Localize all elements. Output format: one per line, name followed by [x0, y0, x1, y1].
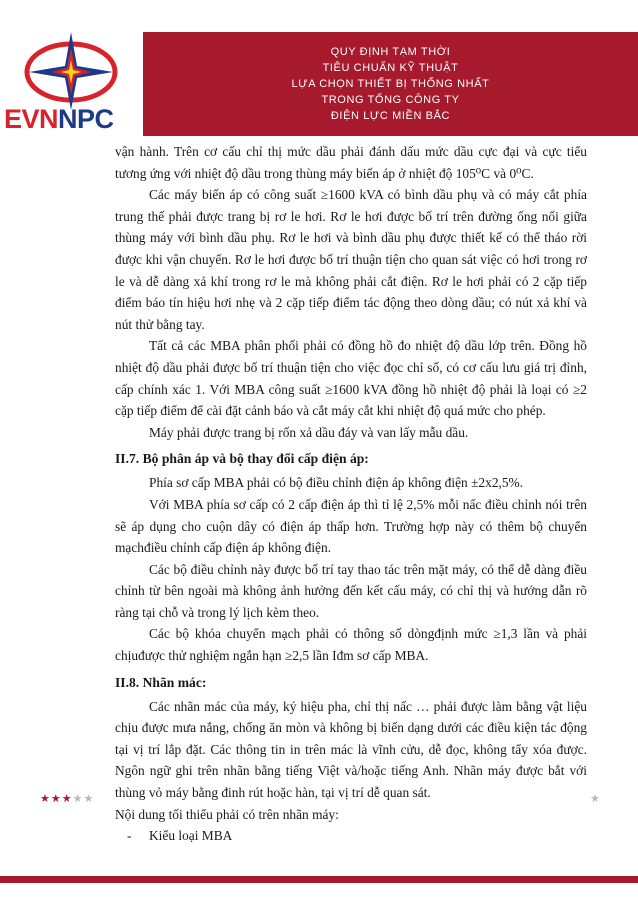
banner-line-2: TIÊU CHUẨN KỸ THUẬT	[322, 62, 459, 74]
banner-line-1: QUY ĐỊNH TẠM THỜI	[330, 46, 451, 58]
paragraph: Các nhãn mác của máy, ký hiệu pha, chỉ thị nấc … phải được làm bằng vật liệu chịu được mưa nắng, chống ăn mòn và không bị biến dạng dưới các điều kiện tác động tại vị trí lắp đặt. Các thông tin in trên mác là vĩnh cửu, dễ đọc, không tẩy xóa được. Ngôn ngữ ghi trên nhãn bằng tiếng Việt và/hoặc tiếng Anh. Nhãn máy được bắt với thùng vỏ máy bằng đinh rút hoặc hàn, tại vị trí dễ quan sát.	[115, 698, 587, 801]
banner-line-4: TRONG TỔNG CÔNG TY	[321, 94, 460, 106]
paragraph: Máy phải được trang bị rốn xả dầu đáy và van lấy mẫu dầu.	[149, 424, 469, 440]
paragraph: Phía sơ cấp MBA phải có bộ điều chỉnh điện áp không điện ±2x2,5%.	[149, 475, 524, 491]
section-heading-ii7: II.7. Bộ phân áp và bộ thay đổi cấp điện áp:	[115, 451, 369, 467]
banner-line-5: ĐIỆN LỰC MIỀN BẮC	[330, 110, 451, 122]
logo-evn-text: EVN	[4, 104, 59, 134]
paragraph: Các bộ điều chỉnh này được bố trí tay thao tác trên mặt máy, có thể dễ dàng điều chỉnh từ bên ngoài mà không ảnh hưởng đến kết cấu máy, có chỉ thị và hướng dẫn rõ ràng tại chỗ và trong lý lịch kèm theo.	[115, 561, 587, 620]
rating-stars	[40, 792, 94, 805]
paragraph: Nội dung tối thiểu phải có trên nhãn máy:	[115, 806, 339, 822]
section-heading-ii8: II.8. Nhãn mác:	[115, 674, 207, 690]
banner-line-3: LỰA CHỌN THIẾT BỊ THỐNG NHẤT	[291, 78, 490, 90]
paragraph: Với MBA phía sơ cấp có 2 cấp điện áp thì tỉ lệ 2,5% mỗi nấc điều chỉnh nói trên sẽ áp dụng cho cuộn dây có điện áp thấp hơn. Trường hợp này có thêm bộ chuyển mạchđiều chỉnh cấp điện áp không điện.	[115, 496, 587, 556]
logo-npc-text: NPC	[58, 104, 114, 134]
logo-wordmark	[0, 104, 143, 134]
header-title-banner	[143, 32, 638, 136]
paragraph: Tất cả các MBA phân phối phải có đồng hồ đo nhiệt độ dầu lớp trên. Đồng hồ nhiệt độ dầu phải được bố trí thuận tiện cho việc đọc chỉ số, có cơ cấu lưu giá trị đỉnh, cấp chính xác 1. Với MBA công suất ≥1600 kVA đồng hồ nhiệt độ phải là loại có ≥2 cặp tiếp điểm để cài đặt cảnh báo và cắt máy cắt khi nhiệt độ quá mức cho phép.	[115, 338, 587, 419]
paragraph: Các bộ khóa chuyển mạch phải có thông số dòngđịnh mức ≥1,3 lần và phải chịuđược thử nghiệm ngắn hạn ≥2,5 lần Iđm sơ cấp MBA.	[115, 626, 587, 664]
evn-star-emblem-icon	[18, 24, 124, 112]
footer-bar	[0, 876, 638, 883]
bullet-dash: -	[127, 828, 132, 844]
document-body	[115, 141, 587, 847]
star-icon: ★	[590, 792, 600, 805]
page-header	[0, 32, 638, 136]
list-item	[115, 825, 587, 847]
evnnpc-logo	[0, 32, 143, 136]
list-item-text: Kiểu loại MBA	[149, 828, 233, 844]
filled-star-icon: ★★★	[40, 792, 73, 805]
paragraph: Các máy biến áp có công suất ≥1600 kVA có bình dầu phụ và có máy cắt phía trung thế phải được trang bị rơ le hơi. Rơ le hơi được bố trí trên đường ống nối giữa thùng máy với bình dầu phụ. Rơ le hơi và bình dầu phụ được thiết kế có thể tháo rời được khi vận chuyển. Rơ le hơi được bố trí thuận tiện cho quan sát việc có hơi trong rơ le và dễ dàng xả khí trong rơ le mà không phải cắt điện. Rơ le hơi phải có 2 cặp tiếp điểm báo tín hiệu hơi nhẹ và 2 cặp tiếp điểm tác động theo dòng dầu; có nút xả khí và nút thử bằng tay.	[115, 187, 587, 332]
paragraph: vận hành. Trên cơ cấu chỉ thị mức dầu phải đánh dấu mức dầu cực đại và cực tiểu tương ứng với nhiệt độ dầu trong thùng máy biến áp ở nhiệt độ 105⁰C và 0⁰C.	[115, 144, 587, 181]
empty-star-icon: ★★	[72, 792, 95, 805]
